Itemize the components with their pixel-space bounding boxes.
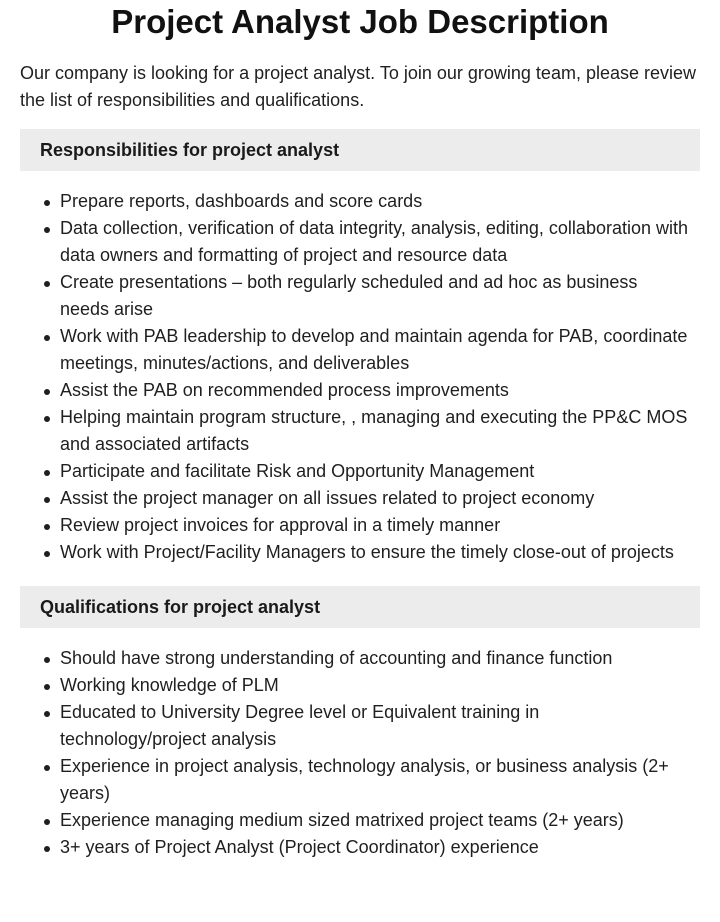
list-item: Should have strong understanding of accounting and finance function xyxy=(60,645,700,672)
qualifications-list xyxy=(20,645,700,861)
list-item: Working knowledge of PLM xyxy=(60,672,700,699)
qualifications-header: Qualifications for project analyst xyxy=(20,586,700,628)
list-item: Assist the project manager on all issues related to project economy xyxy=(60,485,700,512)
page-title: Project Analyst Job Description xyxy=(111,3,609,40)
list-item: 3+ years of Project Analyst (Project Coordinator) experience xyxy=(60,834,700,861)
list-item: Create presentations – both regularly scheduled and ad hoc as business needs arise xyxy=(60,269,700,323)
list-item: Experience in project analysis, technology analysis, or business analysis (2+ years) xyxy=(60,753,700,807)
list-item: Assist the PAB on recommended process improvements xyxy=(60,377,700,404)
intro-paragraph: Our company is looking for a project analyst. To join our growing team, please review the list of responsibilities and qualifications. xyxy=(20,63,697,110)
list-item: Educated to University Degree level or Equivalent training in technology/project analysis xyxy=(60,699,700,753)
list-item: Experience managing medium sized matrixed project teams (2+ years) xyxy=(60,807,700,834)
list-item: Helping maintain program structure, , managing and executing the PP&C MOS and associated artifacts xyxy=(60,404,700,458)
list-item: Review project invoices for approval in a timely manner xyxy=(60,512,700,539)
responsibilities-list xyxy=(20,188,700,566)
list-item: Work with Project/Facility Managers to ensure the timely close-out of projects xyxy=(60,539,700,566)
list-item: Work with PAB leadership to develop and maintain agenda for PAB, coordinate meetings, minutes/actions, and deliverables xyxy=(60,323,700,377)
responsibilities-header: Responsibilities for project analyst xyxy=(20,129,700,171)
list-item: Prepare reports, dashboards and score cards xyxy=(60,188,700,215)
list-item: Data collection, verification of data integrity, analysis, editing, collaboration with data owners and formatting of project and resource data xyxy=(60,215,700,269)
list-item: Participate and facilitate Risk and Opportunity Management xyxy=(60,458,700,485)
